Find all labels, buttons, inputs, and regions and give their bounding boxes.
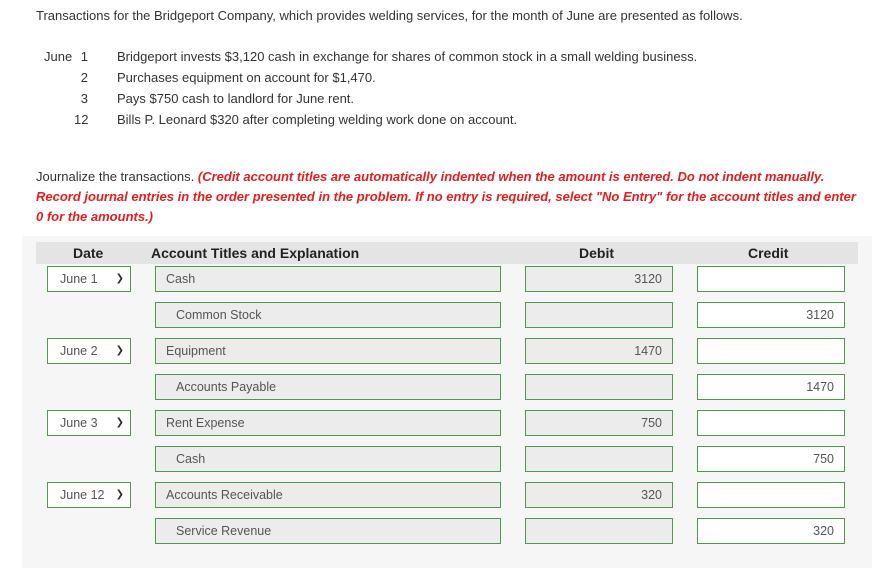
account-field[interactable]: Common Stock [155,302,501,328]
account-field[interactable]: Accounts Receivable [155,482,501,508]
transaction-description: Bills P. Leonard $320 after completing welding work done on account. [117,112,518,127]
credit-field[interactable]: 1470 [697,374,845,400]
transaction-day: 3 [80,91,88,106]
transaction-item [44,46,697,67]
debit-field[interactable]: 1470 [525,338,673,364]
transaction-item [44,88,697,109]
transaction-day: 1 [80,49,88,64]
account-field[interactable]: Equipment [155,338,501,364]
date-select[interactable]: June 1 ❯ [47,266,131,292]
chevron-down-icon: ❯ [115,417,124,428]
transaction-item [44,67,697,88]
date-select[interactable]: June 2 ❯ [47,338,131,364]
date-column-header: Date [73,245,104,261]
debit-column-header: Debit [579,245,614,261]
transaction-day: 2 [80,70,88,85]
debit-field[interactable]: 320 [525,482,673,508]
account-field[interactable]: Cash [155,446,501,472]
debit-field[interactable] [525,374,673,400]
instructions-note: (Credit account titles are automatically indented when the amount is entered. Do not indent manually. Record journal entries in the order presented in the problem. If no entry is required, select "No Entry" for the account titles and enter 0 for the amounts.) [36,169,856,224]
chevron-down-icon: ❯ [115,273,124,284]
transaction-description: Purchases equipment on account for $1,470. [117,70,376,85]
credit-field[interactable] [697,410,845,436]
account-field[interactable]: Cash [155,266,501,292]
transaction-list [44,46,697,130]
debit-field[interactable]: 750 [525,410,673,436]
instructions [36,167,856,227]
transaction-day: 12 [74,112,89,127]
credit-field[interactable]: 320 [697,518,845,544]
credit-column-header: Credit [748,245,789,261]
credit-field[interactable] [697,482,845,508]
transaction-description: Pays $750 cash to landlord for June rent. [117,91,355,106]
account-column-header: Account Titles and Explanation [151,245,360,261]
chevron-down-icon: ❯ [115,345,124,356]
chevron-down-icon: ❯ [115,489,124,500]
debit-field[interactable] [525,302,673,328]
debit-field[interactable] [525,518,673,544]
credit-field[interactable] [697,266,845,292]
debit-field[interactable]: 3120 [525,266,673,292]
transaction-description: Bridgeport invests $3,120 cash in exchange for shares of common stock in a small welding business. [117,49,698,64]
account-field[interactable]: Rent Expense [155,410,501,436]
intro-text: Transactions for the Bridgeport Company, which provides welding services, for the month of June are presented as follows. [36,8,743,23]
account-field[interactable]: Service Revenue [155,518,501,544]
debit-field[interactable] [525,446,673,472]
date-select[interactable]: June 3 ❯ [47,410,131,436]
transaction-month: June [44,49,73,64]
transaction-item [44,109,697,130]
credit-field[interactable] [697,338,845,364]
credit-field[interactable]: 3120 [697,302,845,328]
journal-header [36,242,858,264]
instructions-lead: Journalize the transactions. [36,169,198,184]
account-field[interactable]: Accounts Payable [155,374,501,400]
credit-field[interactable]: 750 [697,446,845,472]
date-select[interactable]: June 12 ❯ [47,482,131,508]
